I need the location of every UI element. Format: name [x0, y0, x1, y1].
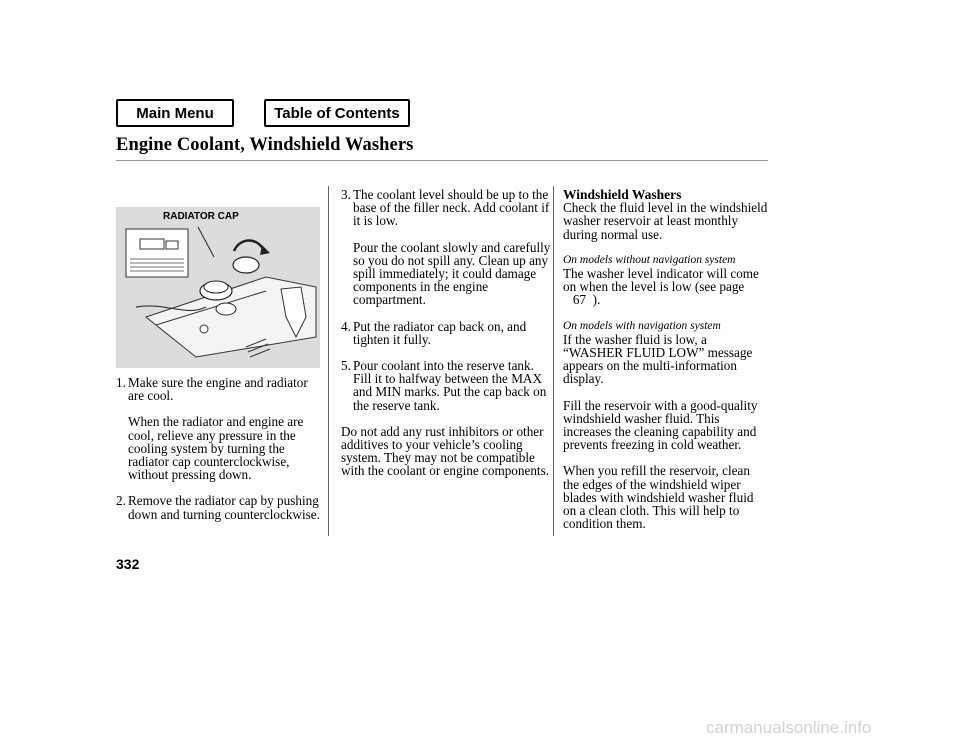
washer-refill-text: When you refill the reservoir, clean the edges of the windshield wiper blades with windshield washer fluid on a clean cloth. This will help to condition them.: [563, 463, 754, 532]
section-heading: Windshield Washers: [563, 187, 682, 202]
washer-intro: Check the fluid level in the windshield washer reservoir at least monthly during normal use.: [563, 200, 768, 242]
page-title: Engine Coolant, Windshield Washers: [116, 135, 414, 155]
column-divider: [553, 186, 554, 536]
step-text: Remove the radiator cap by pushing down and turning counterclockwise.: [128, 493, 320, 522]
model-note-no-nav: On models without navigation system: [563, 253, 736, 266]
procedure-column-1: [116, 376, 326, 521]
step-text: The coolant level should be up to the base of the filler neck. Add coolant if it is low.: [353, 187, 550, 229]
figure-label: RADIATOR CAP: [163, 211, 239, 222]
step-4: [341, 320, 553, 346]
table-of-contents-button[interactable]: Table of Contents: [264, 99, 410, 127]
step-number: 4.: [341, 318, 351, 334]
step-text: Put the radiator cap back on, and tighten it fully.: [353, 318, 527, 347]
step-number: 5.: [341, 358, 351, 374]
title-divider: [116, 160, 768, 161]
step-text: Make sure the engine and radiator are cool.: [128, 375, 308, 404]
page-reference-link[interactable]: 67: [572, 292, 587, 308]
procedure-column-2: [341, 188, 553, 478]
additive-note: Do not add any rust inhibitors or other additives to your vehicle’s cooling system. They may not be compatible with the coolant or engine components.: [341, 423, 550, 479]
step-number: 1.: [116, 375, 126, 390]
step-5: [341, 359, 553, 412]
step-3: [341, 188, 553, 307]
radiator-illustration-icon: [116, 207, 320, 368]
main-menu-button[interactable]: Main Menu: [116, 99, 234, 127]
model-note-nav: On models with navigation system: [563, 319, 721, 332]
radiator-cap-illustration: [116, 207, 320, 368]
column-divider: [328, 186, 329, 536]
washer-indicator-text: The washer level indicator will come on when the level is low (see page 67 ).: [563, 266, 759, 308]
step-2: [116, 494, 326, 520]
step-1: [116, 376, 326, 481]
washer-column: [563, 188, 768, 530]
washer-fill-text: Fill the reservoir with a good-quality windshield washer fluid. This increases the cleaning capability and prevents freezing in cold weather.: [563, 397, 758, 453]
step-detail: Pour the coolant slowly and carefully so you do not spill any. Clean up any spill immediately; it could damage components in the engine compartment.: [353, 239, 551, 308]
page-number: 332: [116, 556, 140, 572]
washer-message-text: If the washer fluid is low, a “WASHER FLUID LOW” message appears on the multi-information display.: [563, 331, 753, 387]
step-number: 2.: [116, 493, 126, 509]
step-number: 3.: [341, 187, 351, 202]
watermark: carmanualsonline.info: [706, 718, 872, 737]
step-text: Pour coolant into the reserve tank. Fill it to halfway between the MAX and MIN marks. Put the cap back on the reserve tank.: [353, 358, 547, 413]
step-detail: When the radiator and engine are cool, relieve any pressure in the cooling system by turning the radiator cap counterclockwise, without pressing down.: [128, 414, 304, 483]
